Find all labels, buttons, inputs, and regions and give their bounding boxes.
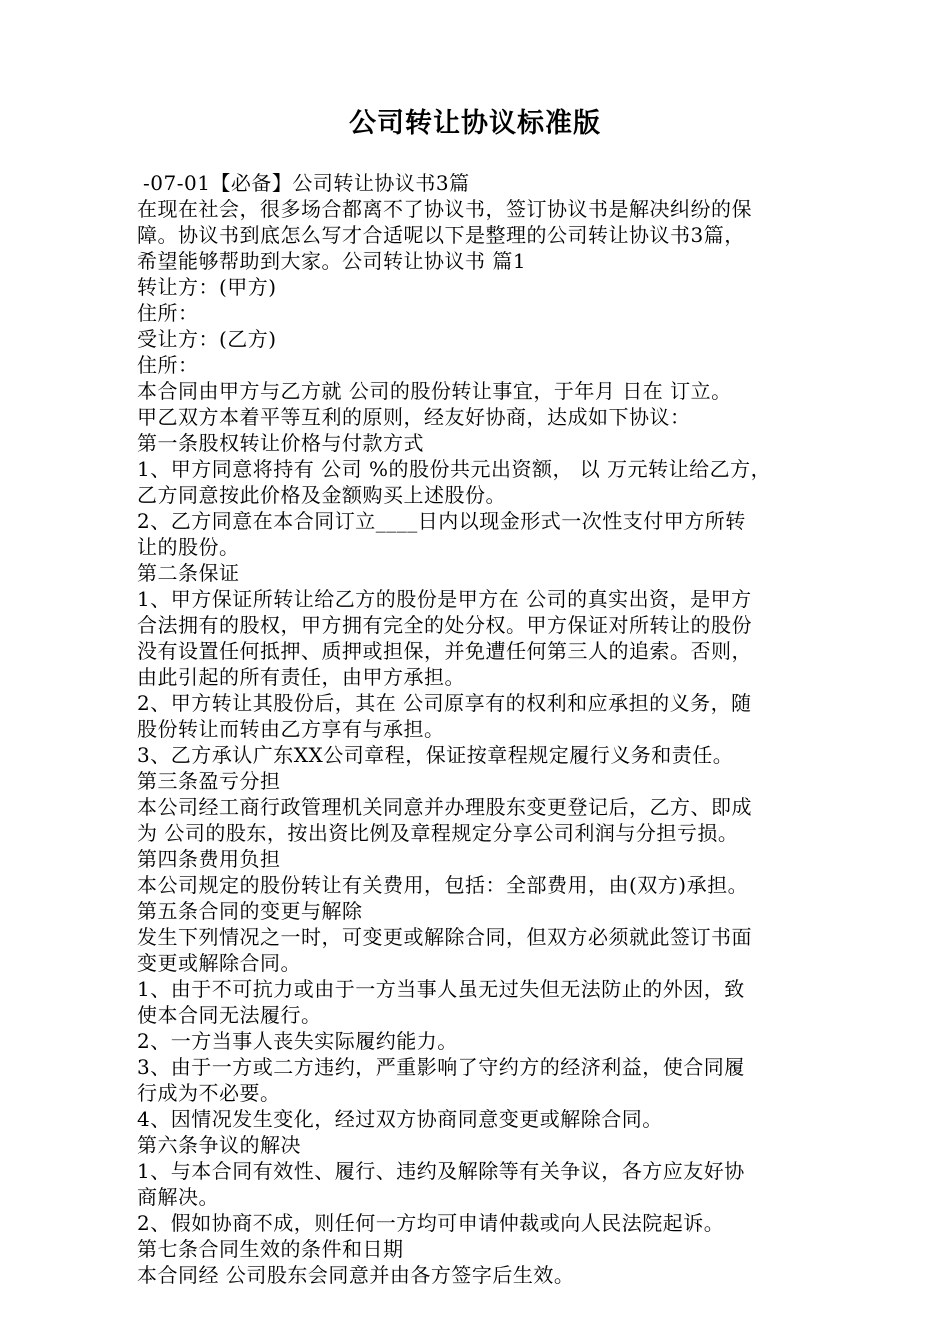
- document-line: 障。协议书到底怎么写才合适呢以下是整理的公司转让协议书3篇，: [137, 223, 745, 247]
- document-line: 3、由于一方或二方违约，严重影响了守约方的经济利益，使合同履: [137, 1055, 745, 1079]
- document-line: 1、甲方同意将持有 公司 %的股份共元出资额， 以 万元转让给乙方，: [137, 457, 772, 481]
- section-heading: 第三条盈亏分担: [137, 769, 281, 793]
- document-line: 由此引起的所有责任，由甲方承担。: [137, 665, 465, 689]
- document-line: -07-01【必备】公司转让协议书3篇: [143, 171, 470, 195]
- document-line: 住所：: [137, 353, 199, 377]
- document-line: 本合同由甲方与乙方就 公司的股份转让事宜，于年月 日在 订立。: [137, 379, 732, 403]
- document-line: 受让方：(乙方): [137, 327, 277, 351]
- document-line: 本合同经 公司股东会同意并由各方签字后生效。: [137, 1263, 575, 1287]
- section-heading: 第四条费用负担: [137, 847, 281, 871]
- section-heading: 第六条争议的解决: [137, 1133, 301, 1157]
- document-line: 2、乙方同意在本合同订立____日内以现金形式一次性支付甲方所转: [137, 509, 746, 533]
- document-line: 商解决。: [137, 1185, 219, 1209]
- document-line: 希望能够帮助到大家。公司转让协议书 篇1: [137, 249, 527, 273]
- document-line: 2、甲方转让其股份后，其在 公司原享有的权利和应承担的义务，随: [137, 691, 752, 715]
- document-line: 1、与本合同有效性、履行、违约及解除等有关争议，各方应友好协: [137, 1159, 745, 1183]
- document-line: 1、由于不可抗力或由于一方当事人虽无过失但无法防止的外因，致: [137, 977, 745, 1001]
- document-line: 让的股份。: [137, 535, 240, 559]
- document-line: 3、乙方承认广东XX公司章程，保证按章程规定履行义务和责任。: [137, 743, 734, 767]
- document-line: 变更或解除合同。: [137, 951, 301, 975]
- document-line: 2、一方当事人丧失实际履约能力。: [137, 1029, 458, 1053]
- document-body: [137, 170, 817, 1288]
- document-line: 甲乙双方本着平等互利的原则，经友好协商，达成如下协议：: [137, 405, 691, 429]
- document-line: 4、因情况发生变化，经过双方协商同意变更或解除合同。: [137, 1107, 663, 1131]
- document-line: 合法拥有的股权，甲方拥有完全的处分权。甲方保证对所转让的股份: [137, 613, 752, 637]
- section-heading: 第二条保证: [137, 561, 240, 585]
- document-line: 在现在社会，很多场合都离不了协议书，签订协议书是解决纠纷的保: [137, 197, 752, 221]
- document-title: 公司转让协议标准版: [349, 108, 601, 139]
- document-line: 使本合同无法履行。: [137, 1003, 322, 1027]
- document-line: 发生下列情况之一时，可变更或解除合同，但双方必须就此签订书面: [137, 925, 752, 949]
- section-heading: 第一条股权转让价格与付款方式: [137, 431, 424, 455]
- document-line: 转让方：(甲方): [137, 275, 277, 299]
- section-heading: 第五条合同的变更与解除: [137, 899, 363, 923]
- document-line: 乙方同意按此价格及金额购买上述股份。: [137, 483, 506, 507]
- document-line: 行成为不必要。: [137, 1081, 281, 1105]
- document-line: 本公司经工商行政管理机关同意并办理股东变更登记后，乙方、即成: [137, 795, 752, 819]
- section-heading: 第七条合同生效的条件和日期: [137, 1237, 404, 1261]
- document-line: 2、假如协商不成，则任何一方均可申请仲裁或向人民法院起诉。: [137, 1211, 725, 1235]
- document-line: 1、甲方保证所转让给乙方的股份是甲方在 公司的真实出资，是甲方: [137, 587, 752, 611]
- document-line: 住所：: [137, 301, 199, 325]
- document-line: 本公司规定的股份转让有关费用，包括：全部费用，由(双方)承担。: [137, 873, 749, 897]
- document-line: 股份转让而转由乙方享有与承担。: [137, 717, 445, 741]
- document-line: 为 公司的股东，按出资比例及章程规定分享公司利润与分担亏损。: [137, 821, 739, 845]
- document-line: 没有设置任何抵押、质押或担保，并免遭任何第三人的追索。否则，: [137, 639, 752, 663]
